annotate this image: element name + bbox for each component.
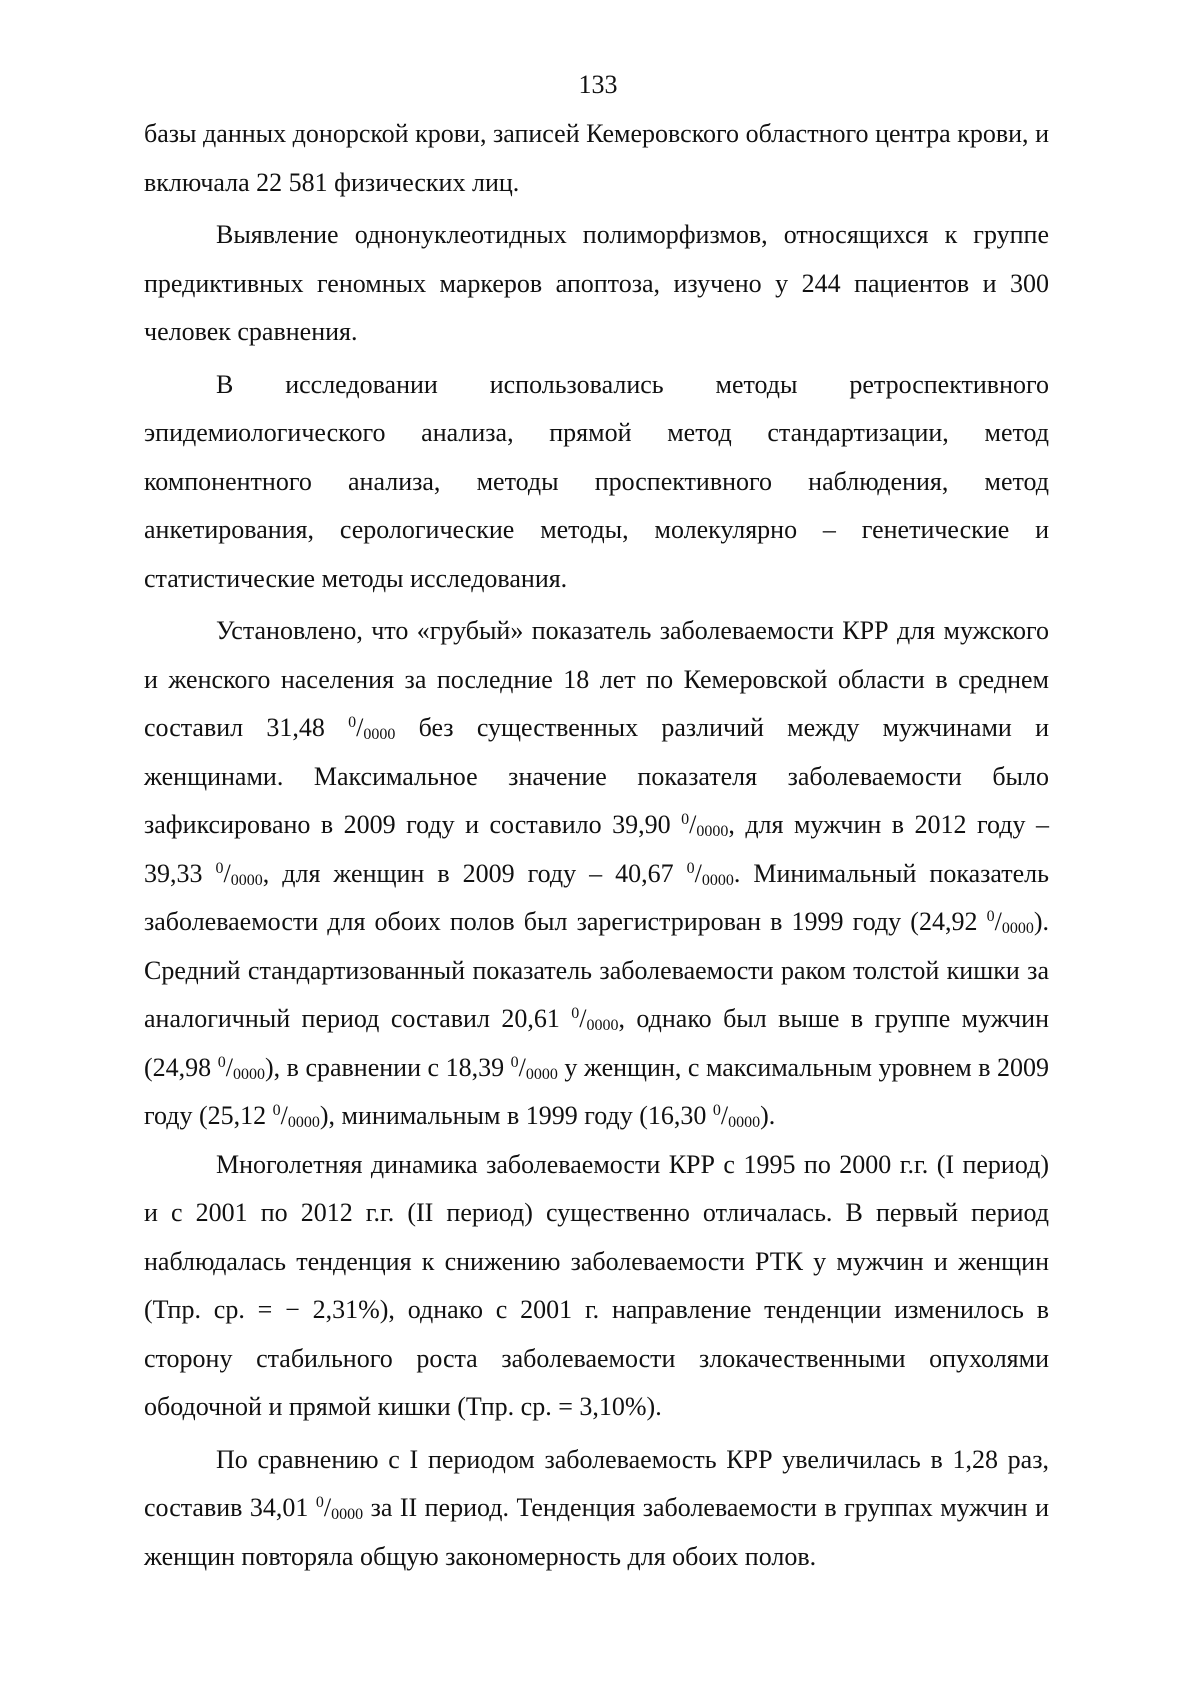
text-run: ). [760, 1101, 776, 1130]
text-run: за II период. Тенденция заболеваемости в группах мужчин и женщин повторяла общую закономерность для обоих полов. [144, 1493, 1049, 1571]
unit-per-100000: $^0/_{0000}$ [315, 1493, 364, 1523]
text-run: , однако был выше в группе мужчин (24,98 [144, 1004, 1049, 1082]
unit-per-100000: $^0/_{0000}$ [986, 907, 1034, 937]
unit-per-100000: $^0/_{0000}$ [686, 858, 734, 889]
unit-per-100000: $^0/_{0000}$ [348, 713, 396, 743]
text-run: без существенных различий между мужчинами и женщинами. Максимальное значение показателя заболеваемости было зафиксировано в 2009 году и составило 39,90 [144, 713, 1049, 839]
paragraph-1: базы данных донорской крови, записей Кемеровского областного центра крови, и включала 22 581 физических лиц. [144, 119, 1049, 197]
text-run: ), минимальным в 1999 году (16,30 [319, 1101, 713, 1130]
unit-per-100000: $^0/_{0000}$ [571, 1004, 619, 1034]
page-number: 133 [578, 70, 618, 99]
paragraph-3: В исследовании использовались методы ретроспективного эпидемиологического анализа, прямой метод стандартизации, метод компонентного анализа, методы проспективного наблюдения, метод анкетирования, серологические методы, молекулярно – генетические и статистические методы исследования. [144, 369, 1049, 593]
text-run: По сравнению с I периодом заболеваемость КРР увеличилась в 1,28 раз, составив 34,01 [144, 1444, 1049, 1522]
text-run: , для женщин в 2009 году – 40,67 [262, 858, 687, 888]
text-run: . Минимальный показатель заболеваемости для обоих полов был зарегистрирован в 1999 году (24,92 [144, 858, 1049, 936]
unit-per-100000: $^0/_{0000}$ [681, 810, 729, 840]
paragraph-4 [144, 607, 1049, 1141]
paragraph-2: Выявление однонуклеотидных полиморфизмов, относящихся к группе предиктивных геномных маркеров апоптоза, изучено у 244 пациентов и 300 человек сравнения. [144, 220, 1049, 346]
unit-per-100000: $^0/_{0000}$ [272, 1101, 320, 1131]
unit-per-100000: $^0/_{0000}$ [217, 1052, 265, 1083]
paragraph-5: Многолетняя динамика заболеваемости КРР с 1995 по 2000 г.г. (I период) и с 2001 по 2012 г.г. (II период) существенно отличалась. В первый период наблюдалась тенденция к снижению заболеваемости РТК у мужчин и женщин (Тпр. ср. = − 2,31%), однако с 2001 г. направление тенденции изменилось в сторону стабильного роста заболеваемости злокачественными опухолями ободочной и прямой кишки (Тпр. ср. = 3,10%). [144, 1149, 1049, 1421]
paragraph-6 [144, 1436, 1049, 1582]
text-run: , для мужчин в 2012 году – 39,33 [144, 810, 1049, 888]
text-run: ). Средний стандартизованный показатель заболеваемости раком толстой кишки за аналогичный период составил 20,61 [144, 907, 1049, 1033]
text-run: Установлено, что «грубый» показатель заболеваемости КРР для мужского и женского населения за последние 18 лет по Кемеровской области в среднем составил 31,48 [144, 616, 1049, 742]
text-run: у женщин, с максимальным уровнем в 2009 году (25,12 [144, 1052, 1050, 1130]
unit-per-100000: $^0/_{0000}$ [712, 1101, 761, 1131]
unit-per-100000: $^0/_{0000}$ [510, 1052, 558, 1083]
text-run: ), в сравнении с 18,39 [264, 1052, 511, 1082]
body-text [144, 110, 1049, 1581]
unit-per-100000: $^0/_{0000}$ [215, 858, 263, 889]
